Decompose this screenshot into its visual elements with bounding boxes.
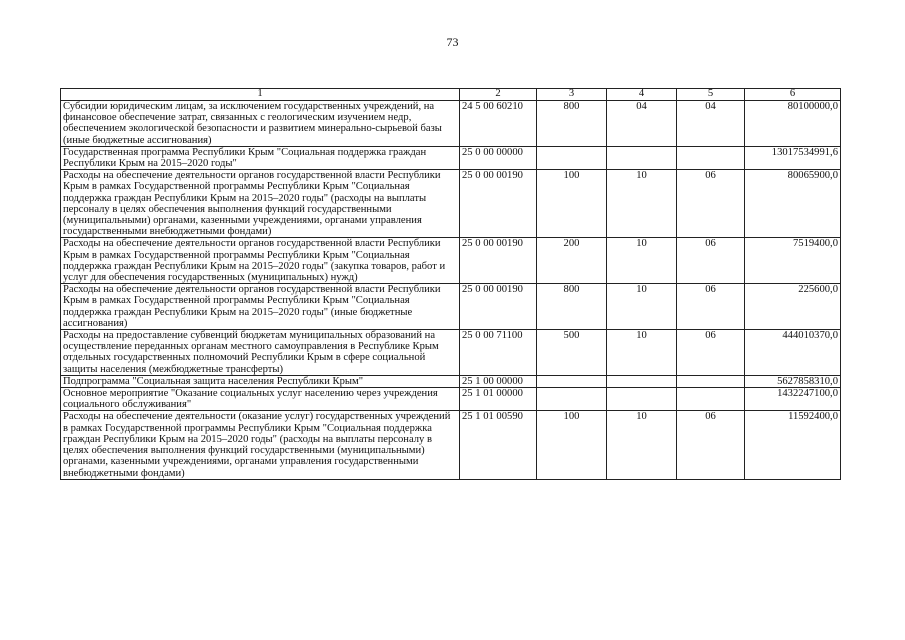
table-row <box>61 284 841 330</box>
row-expense-type: 500 <box>537 330 607 376</box>
row-section: 10 <box>607 170 677 238</box>
row-subsection: 06 <box>677 238 745 284</box>
row-amount: 1432247100,0 <box>745 388 841 411</box>
row-description: Расходы на обеспечение деятельности органов государственной власти Республики Крым в рамках Государственной программы Республики Крым "Социальная поддержка граждан Республики Крым на 2015–2020 годы" (закупка товаров, работ и услуг для обеспечения государственных (муниципальных) нужд) <box>61 238 460 284</box>
row-amount: 7519400,0 <box>745 238 841 284</box>
table-row <box>61 238 841 284</box>
row-code: 25 0 00 00190 <box>460 284 537 330</box>
header-cell-name: 1 <box>61 89 460 101</box>
row-code: 25 0 00 71100 <box>460 330 537 376</box>
row-amount: 444010370,0 <box>745 330 841 376</box>
row-expense-type: 800 <box>537 101 607 147</box>
row-description: Субсидии юридическим лицам, за исключением государственных учреждений, на финансовое обеспечение затрат, связанных с геологическим изучением недр, обеспечением экологической безопасности и развитием минерально-сырьевой базы (иные бюджетные ассигнования) <box>61 101 460 147</box>
row-description: Расходы на обеспечение деятельности органов государственной власти Республики Крым в рамках Государственной программы Республики Крым "Социальная поддержка граждан Республики Крым на 2015–2020 годы" (иные бюджетные ассигнования) <box>61 284 460 330</box>
header-cell-section: 4 <box>607 89 677 101</box>
table-row <box>61 375 841 387</box>
row-section: 10 <box>607 411 677 479</box>
row-expense-type: 100 <box>537 411 607 479</box>
table-row <box>61 101 841 147</box>
row-subsection: 06 <box>677 330 745 376</box>
row-expense-type: 100 <box>537 170 607 238</box>
row-subsection: 06 <box>677 411 745 479</box>
row-amount: 80100000,0 <box>745 101 841 147</box>
row-subsection: 04 <box>677 101 745 147</box>
table-row <box>61 388 841 411</box>
row-subsection: 06 <box>677 170 745 238</box>
row-section <box>607 375 677 387</box>
row-section: 10 <box>607 238 677 284</box>
row-description: Расходы на предоставление субвенций бюджетам муниципальных образований на осуществление переданных органам местного самоуправления в Республике Крым отдельных государственных полномочий Республики Крым в сфере социальной защиты населения (межбюджетные трансферты) <box>61 330 460 376</box>
row-expense-type: 200 <box>537 238 607 284</box>
header-cell-expense-type: 3 <box>537 89 607 101</box>
row-amount: 80065900,0 <box>745 170 841 238</box>
table-row <box>61 411 841 479</box>
header-row <box>61 89 841 101</box>
page-number: 73 <box>446 35 459 49</box>
row-description: Основное мероприятие "Оказание социальных услуг населению через учреждения социального обслуживания" <box>61 388 460 411</box>
table-row <box>61 330 841 376</box>
row-amount: 13017534991,6 <box>745 146 841 169</box>
row-subsection <box>677 388 745 411</box>
row-description: Расходы на обеспечение деятельности органов государственной власти Республики Крым в рамках Государственной программы Республики Крым "Социальная поддержка граждан Республики Крым на 2015–2020 годы" (расходы на выплаты персоналу в целях обеспечения выполнения функций государственными (муниципальными) органами, казенными учреждениями, органами управления государственными внебюджетными фондами) <box>61 170 460 238</box>
row-amount: 5627858310,0 <box>745 375 841 387</box>
table-row <box>61 146 841 169</box>
row-code: 24 5 00 60210 <box>460 101 537 147</box>
row-subsection <box>677 146 745 169</box>
row-section: 10 <box>607 330 677 376</box>
row-expense-type <box>537 388 607 411</box>
row-section <box>607 388 677 411</box>
row-expense-type: 800 <box>537 284 607 330</box>
row-subsection <box>677 375 745 387</box>
row-amount: 225600,0 <box>745 284 841 330</box>
row-code: 25 1 00 00000 <box>460 375 537 387</box>
row-subsection: 06 <box>677 284 745 330</box>
row-description: Подпрограмма "Социальная защита населения Республики Крым" <box>61 375 460 387</box>
header-cell-amount: 6 <box>745 89 841 101</box>
table-row <box>61 170 841 238</box>
row-code: 25 1 01 00000 <box>460 388 537 411</box>
budget-table <box>60 88 841 480</box>
header-cell-code: 2 <box>460 89 537 101</box>
row-code: 25 0 00 00190 <box>460 238 537 284</box>
row-code: 25 1 01 00590 <box>460 411 537 479</box>
header-cell-subsection: 5 <box>677 89 745 101</box>
row-amount: 11592400,0 <box>745 411 841 479</box>
row-code: 25 0 00 00190 <box>460 170 537 238</box>
row-section: 04 <box>607 101 677 147</box>
row-section <box>607 146 677 169</box>
row-section: 10 <box>607 284 677 330</box>
row-expense-type <box>537 146 607 169</box>
row-expense-type <box>537 375 607 387</box>
row-description: Государственная программа Республики Крым "Социальная поддержка граждан Республики Крым на 2015–2020 годы" <box>61 146 460 169</box>
row-code: 25 0 00 00000 <box>460 146 537 169</box>
row-description: Расходы на обеспечение деятельности (оказание услуг) государственных учреждений в рамках Государственной программы Республики Крым "Социальная поддержка граждан Республики Крым на 2015–2020 годы" (расходы на выплаты персоналу в целях обеспечения выполнения функций государственными (муниципальными) органами, казенными учреждениями, органами управления государственными внебюджетными фондами) <box>61 411 460 479</box>
